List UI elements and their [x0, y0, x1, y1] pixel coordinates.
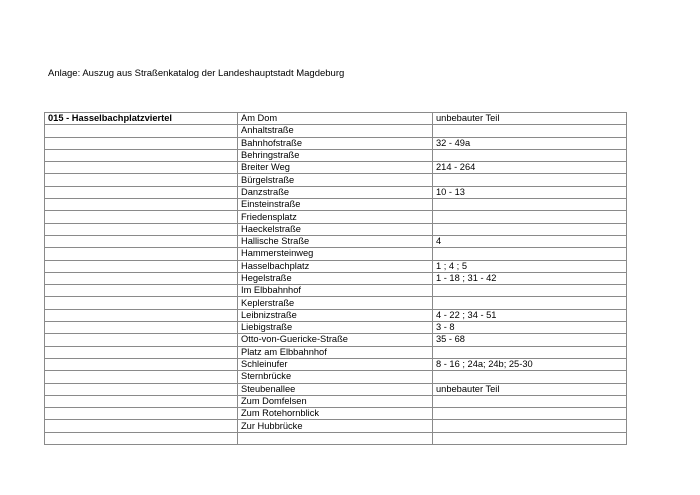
empty-district-cell	[45, 395, 238, 407]
street-name-cell: Danzstraße	[238, 186, 433, 198]
empty-district-cell	[45, 297, 238, 309]
empty-district-cell	[45, 223, 238, 235]
street-name-cell: Anhaltstraße	[238, 125, 433, 137]
house-numbers-cell: 10 - 13	[433, 186, 627, 198]
empty-district-cell	[45, 285, 238, 297]
house-numbers-cell: 32 - 49a	[433, 137, 627, 149]
empty-district-cell	[45, 420, 238, 432]
table-row	[45, 346, 627, 358]
street-name-cell: Schleinufer	[238, 358, 433, 370]
street-name-cell: Am Dom	[238, 113, 433, 125]
house-numbers-cell	[433, 371, 627, 383]
house-numbers-cell	[433, 432, 627, 444]
street-name-cell: Hallische Straße	[238, 235, 433, 247]
street-catalog-table	[44, 112, 627, 445]
house-numbers-cell	[433, 395, 627, 407]
table-row	[45, 297, 627, 309]
table-row	[45, 199, 627, 211]
table-row	[45, 260, 627, 272]
empty-district-cell	[45, 125, 238, 137]
table-row	[45, 408, 627, 420]
table-row	[45, 432, 627, 444]
street-name-cell: Zur Hubbrücke	[238, 420, 433, 432]
house-numbers-cell: 8 - 16 ; 24a; 24b; 25-30	[433, 358, 627, 370]
empty-district-cell	[45, 334, 238, 346]
table-row	[45, 334, 627, 346]
street-name-cell: Otto-von-Guericke-Straße	[238, 334, 433, 346]
street-name-cell: Hegelstraße	[238, 272, 433, 284]
house-numbers-cell	[433, 149, 627, 161]
street-name-cell: Liebigstraße	[238, 322, 433, 334]
table-row	[45, 371, 627, 383]
empty-district-cell	[45, 322, 238, 334]
empty-district-cell	[45, 199, 238, 211]
empty-district-cell	[45, 272, 238, 284]
table-row	[45, 272, 627, 284]
street-name-cell: Leibnizstraße	[238, 309, 433, 321]
street-name-cell: Steubenallee	[238, 383, 433, 395]
house-numbers-cell: unbebauter Teil	[433, 383, 627, 395]
house-numbers-cell	[433, 408, 627, 420]
empty-district-cell	[45, 162, 238, 174]
empty-district-cell	[45, 383, 238, 395]
district-cell: 015 - Hasselbachplatzviertel	[45, 113, 238, 125]
house-numbers-cell	[433, 420, 627, 432]
empty-district-cell	[45, 174, 238, 186]
table-row	[45, 211, 627, 223]
house-numbers-cell	[433, 297, 627, 309]
table-row	[45, 309, 627, 321]
street-catalog-body	[45, 113, 627, 445]
street-name-cell: Keplerstraße	[238, 297, 433, 309]
table-row	[45, 113, 627, 125]
empty-district-cell	[45, 260, 238, 272]
house-numbers-cell: 214 - 264	[433, 162, 627, 174]
house-numbers-cell: 1 ; 4 ; 5	[433, 260, 627, 272]
table-row	[45, 285, 627, 297]
empty-district-cell	[45, 248, 238, 260]
house-numbers-cell: 4 - 22 ; 34 - 51	[433, 309, 627, 321]
house-numbers-cell	[433, 285, 627, 297]
street-name-cell: Breiter Weg	[238, 162, 433, 174]
street-name-cell: Platz am Elbbahnhof	[238, 346, 433, 358]
table-row	[45, 186, 627, 198]
empty-district-cell	[45, 235, 238, 247]
street-name-cell: Einsteinstraße	[238, 199, 433, 211]
empty-district-cell	[45, 137, 238, 149]
house-numbers-cell	[433, 199, 627, 211]
street-name-cell: Hasselbachplatz	[238, 260, 433, 272]
table-row	[45, 174, 627, 186]
street-name-cell: Hammersteinweg	[238, 248, 433, 260]
empty-district-cell	[45, 358, 238, 370]
page-heading: Anlage: Auszug aus Straßenkatalog der Landeshauptstadt Magdeburg	[48, 68, 345, 79]
empty-district-cell	[45, 432, 238, 444]
empty-district-cell	[45, 186, 238, 198]
table-row	[45, 162, 627, 174]
table-row	[45, 395, 627, 407]
house-numbers-cell	[433, 346, 627, 358]
street-name-cell: Zum Domfelsen	[238, 395, 433, 407]
table-row	[45, 149, 627, 161]
street-name-cell: Sternbrücke	[238, 371, 433, 383]
house-numbers-cell: 4	[433, 235, 627, 247]
empty-district-cell	[45, 149, 238, 161]
house-numbers-cell: 1 - 18 ; 31 - 42	[433, 272, 627, 284]
street-name-cell: Bahnhofstraße	[238, 137, 433, 149]
empty-district-cell	[45, 346, 238, 358]
empty-district-cell	[45, 211, 238, 223]
table-row	[45, 235, 627, 247]
house-numbers-cell: unbebauter Teil	[433, 113, 627, 125]
street-name-cell: Friedensplatz	[238, 211, 433, 223]
house-numbers-cell: 3 - 8	[433, 322, 627, 334]
street-name-cell: Behringstraße	[238, 149, 433, 161]
street-name-cell: Haeckelstraße	[238, 223, 433, 235]
street-name-cell: Zum Rotehornblick	[238, 408, 433, 420]
table-row	[45, 125, 627, 137]
table-row	[45, 358, 627, 370]
table-row	[45, 223, 627, 235]
table-row	[45, 420, 627, 432]
street-name-cell: Im Elbbahnhof	[238, 285, 433, 297]
empty-district-cell	[45, 309, 238, 321]
house-numbers-cell	[433, 248, 627, 260]
house-numbers-cell	[433, 125, 627, 137]
table-row	[45, 322, 627, 334]
house-numbers-cell	[433, 211, 627, 223]
house-numbers-cell	[433, 223, 627, 235]
empty-district-cell	[45, 371, 238, 383]
street-name-cell	[238, 432, 433, 444]
table-row	[45, 248, 627, 260]
empty-district-cell	[45, 408, 238, 420]
table-row	[45, 383, 627, 395]
house-numbers-cell	[433, 174, 627, 186]
house-numbers-cell: 35 - 68	[433, 334, 627, 346]
street-name-cell: Bürgelstraße	[238, 174, 433, 186]
table-row	[45, 137, 627, 149]
